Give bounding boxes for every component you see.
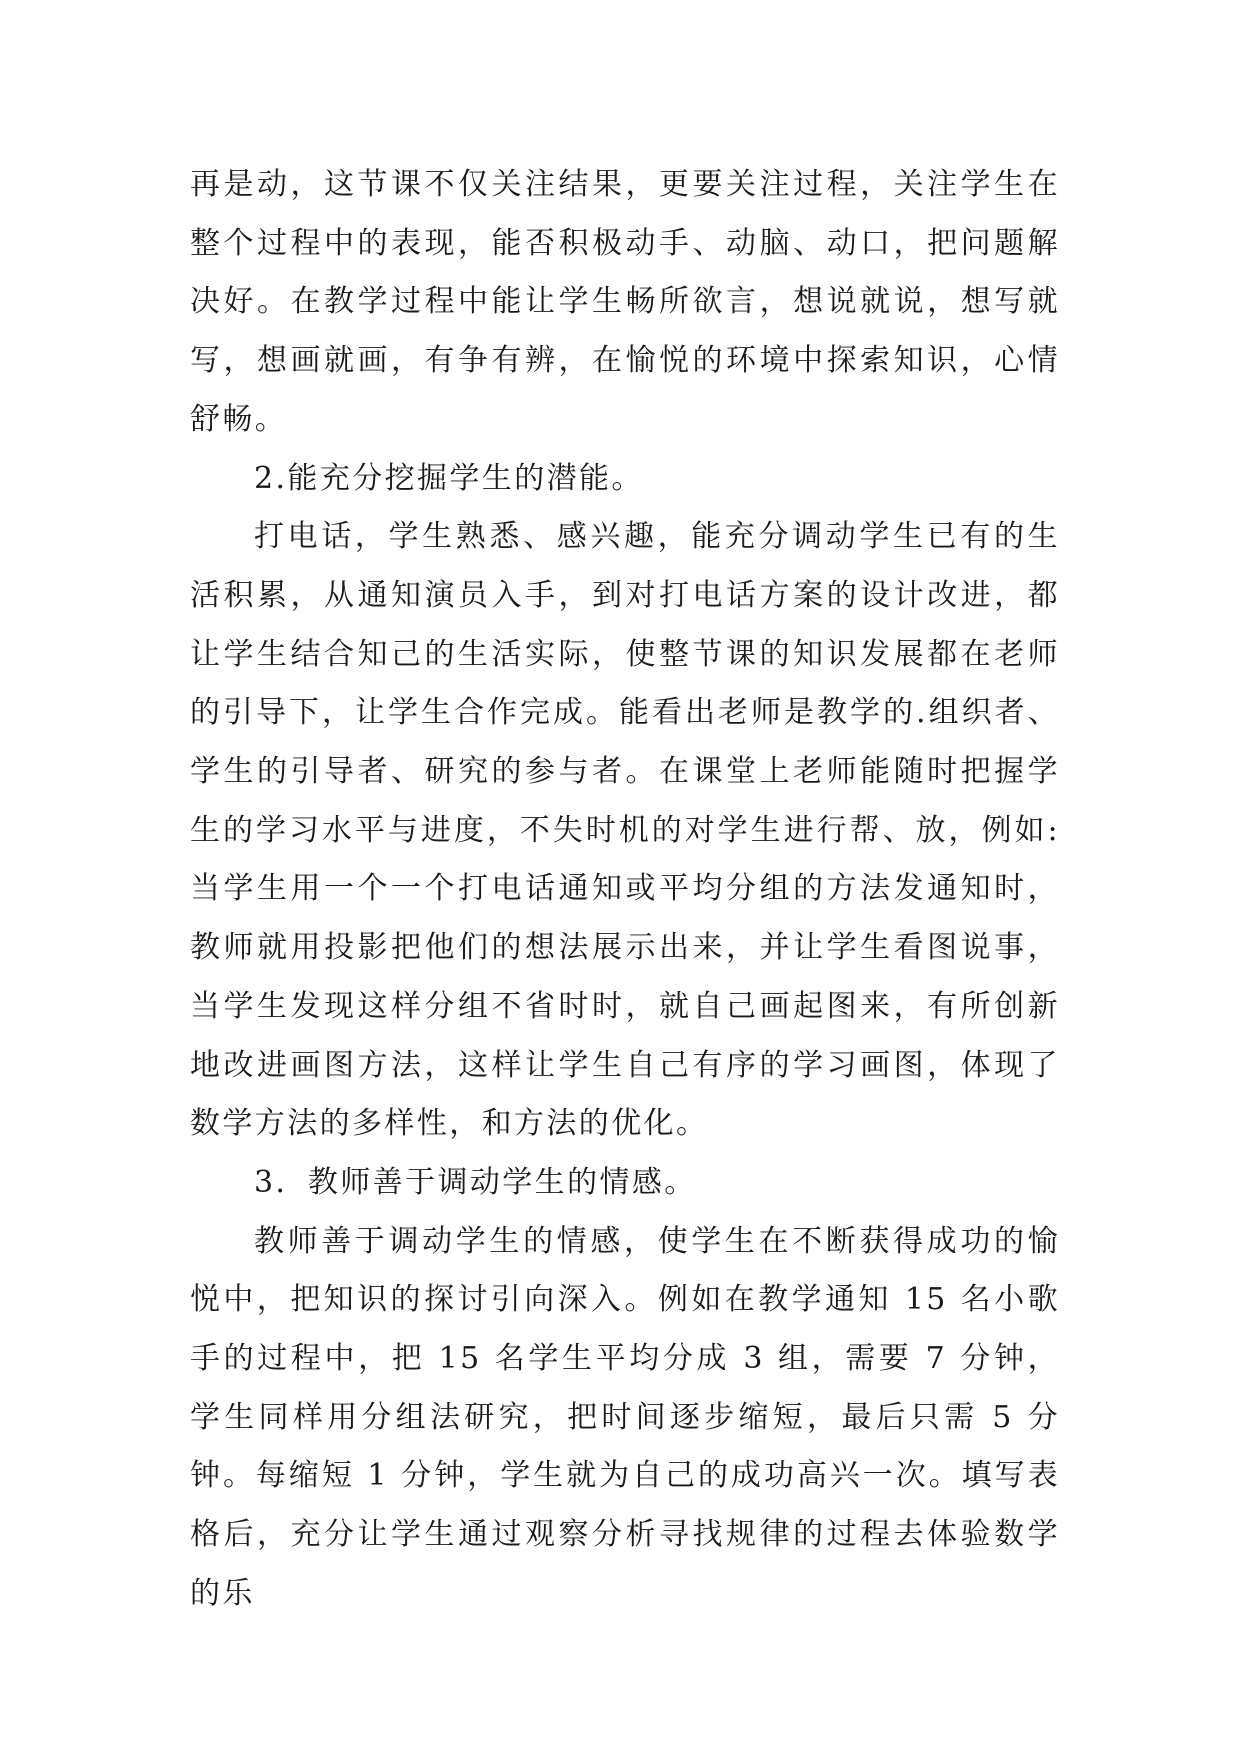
paragraph-point-3-body: 教师善于调动学生的情感，使学生在不断获得成功的愉悦中，把知识的探讨引向深入。例如在教学通知 15 名小歌手的过程中，把 15 名学生平均分成 3 组，需要 7 分钟，学生同样用分组法研究，把时间逐步缩短，最后只需 5 分钟。每缩短 1 分钟，学生就为自己的成功高兴一次。填写表格后，充分让学生通过观察分析寻找规律的过程去体验数学的乐 bbox=[190, 1223, 1060, 1611]
heading-point-2: 2.能充分挖掘学生的潜能。 bbox=[254, 460, 644, 496]
paragraph-point-2-body: 打电话，学生熟悉、感兴趣，能充分调动学生已有的生活积累，从通知演员入手，到对打电话方案的设计改进，都让学生结合知己的生活实际，使整节课的知识发展都在老师的引导下，让学生合作完成。能看出老师是教学的.组织者、学生的引导者、研究的参与者。在课堂上老师能随时把握学生的学习水平与进度，不失时机的对学生进行帮、放，例如:当学生用一个一个打电话通知或平均分组的方法发通知时，教师就用投影把他们的想法展示出来，并让学生看图说事，当学生发现这样分组不省时时，就自己画起图来，有所创新地改进画图方法，这样让学生自己有序的学习画图，体现了数学方法的多样性，和方法的优化。 bbox=[190, 519, 1060, 1142]
paragraph-continuation: 再是动，这节课不仅关注结果，更要关注过程，关注学生在整个过程中的表现，能否积极动手、动脑、动口，把问题解决好。在教学过程中能让学生畅所欲言，想说就说，想写就写，想画就画，有争有辨，在愉悦的环境中探索知识，心情舒畅。 bbox=[190, 167, 1060, 437]
document-body bbox=[190, 156, 1060, 1624]
heading-point-3: 3．教师善于调动学生的情感。 bbox=[254, 1164, 697, 1200]
